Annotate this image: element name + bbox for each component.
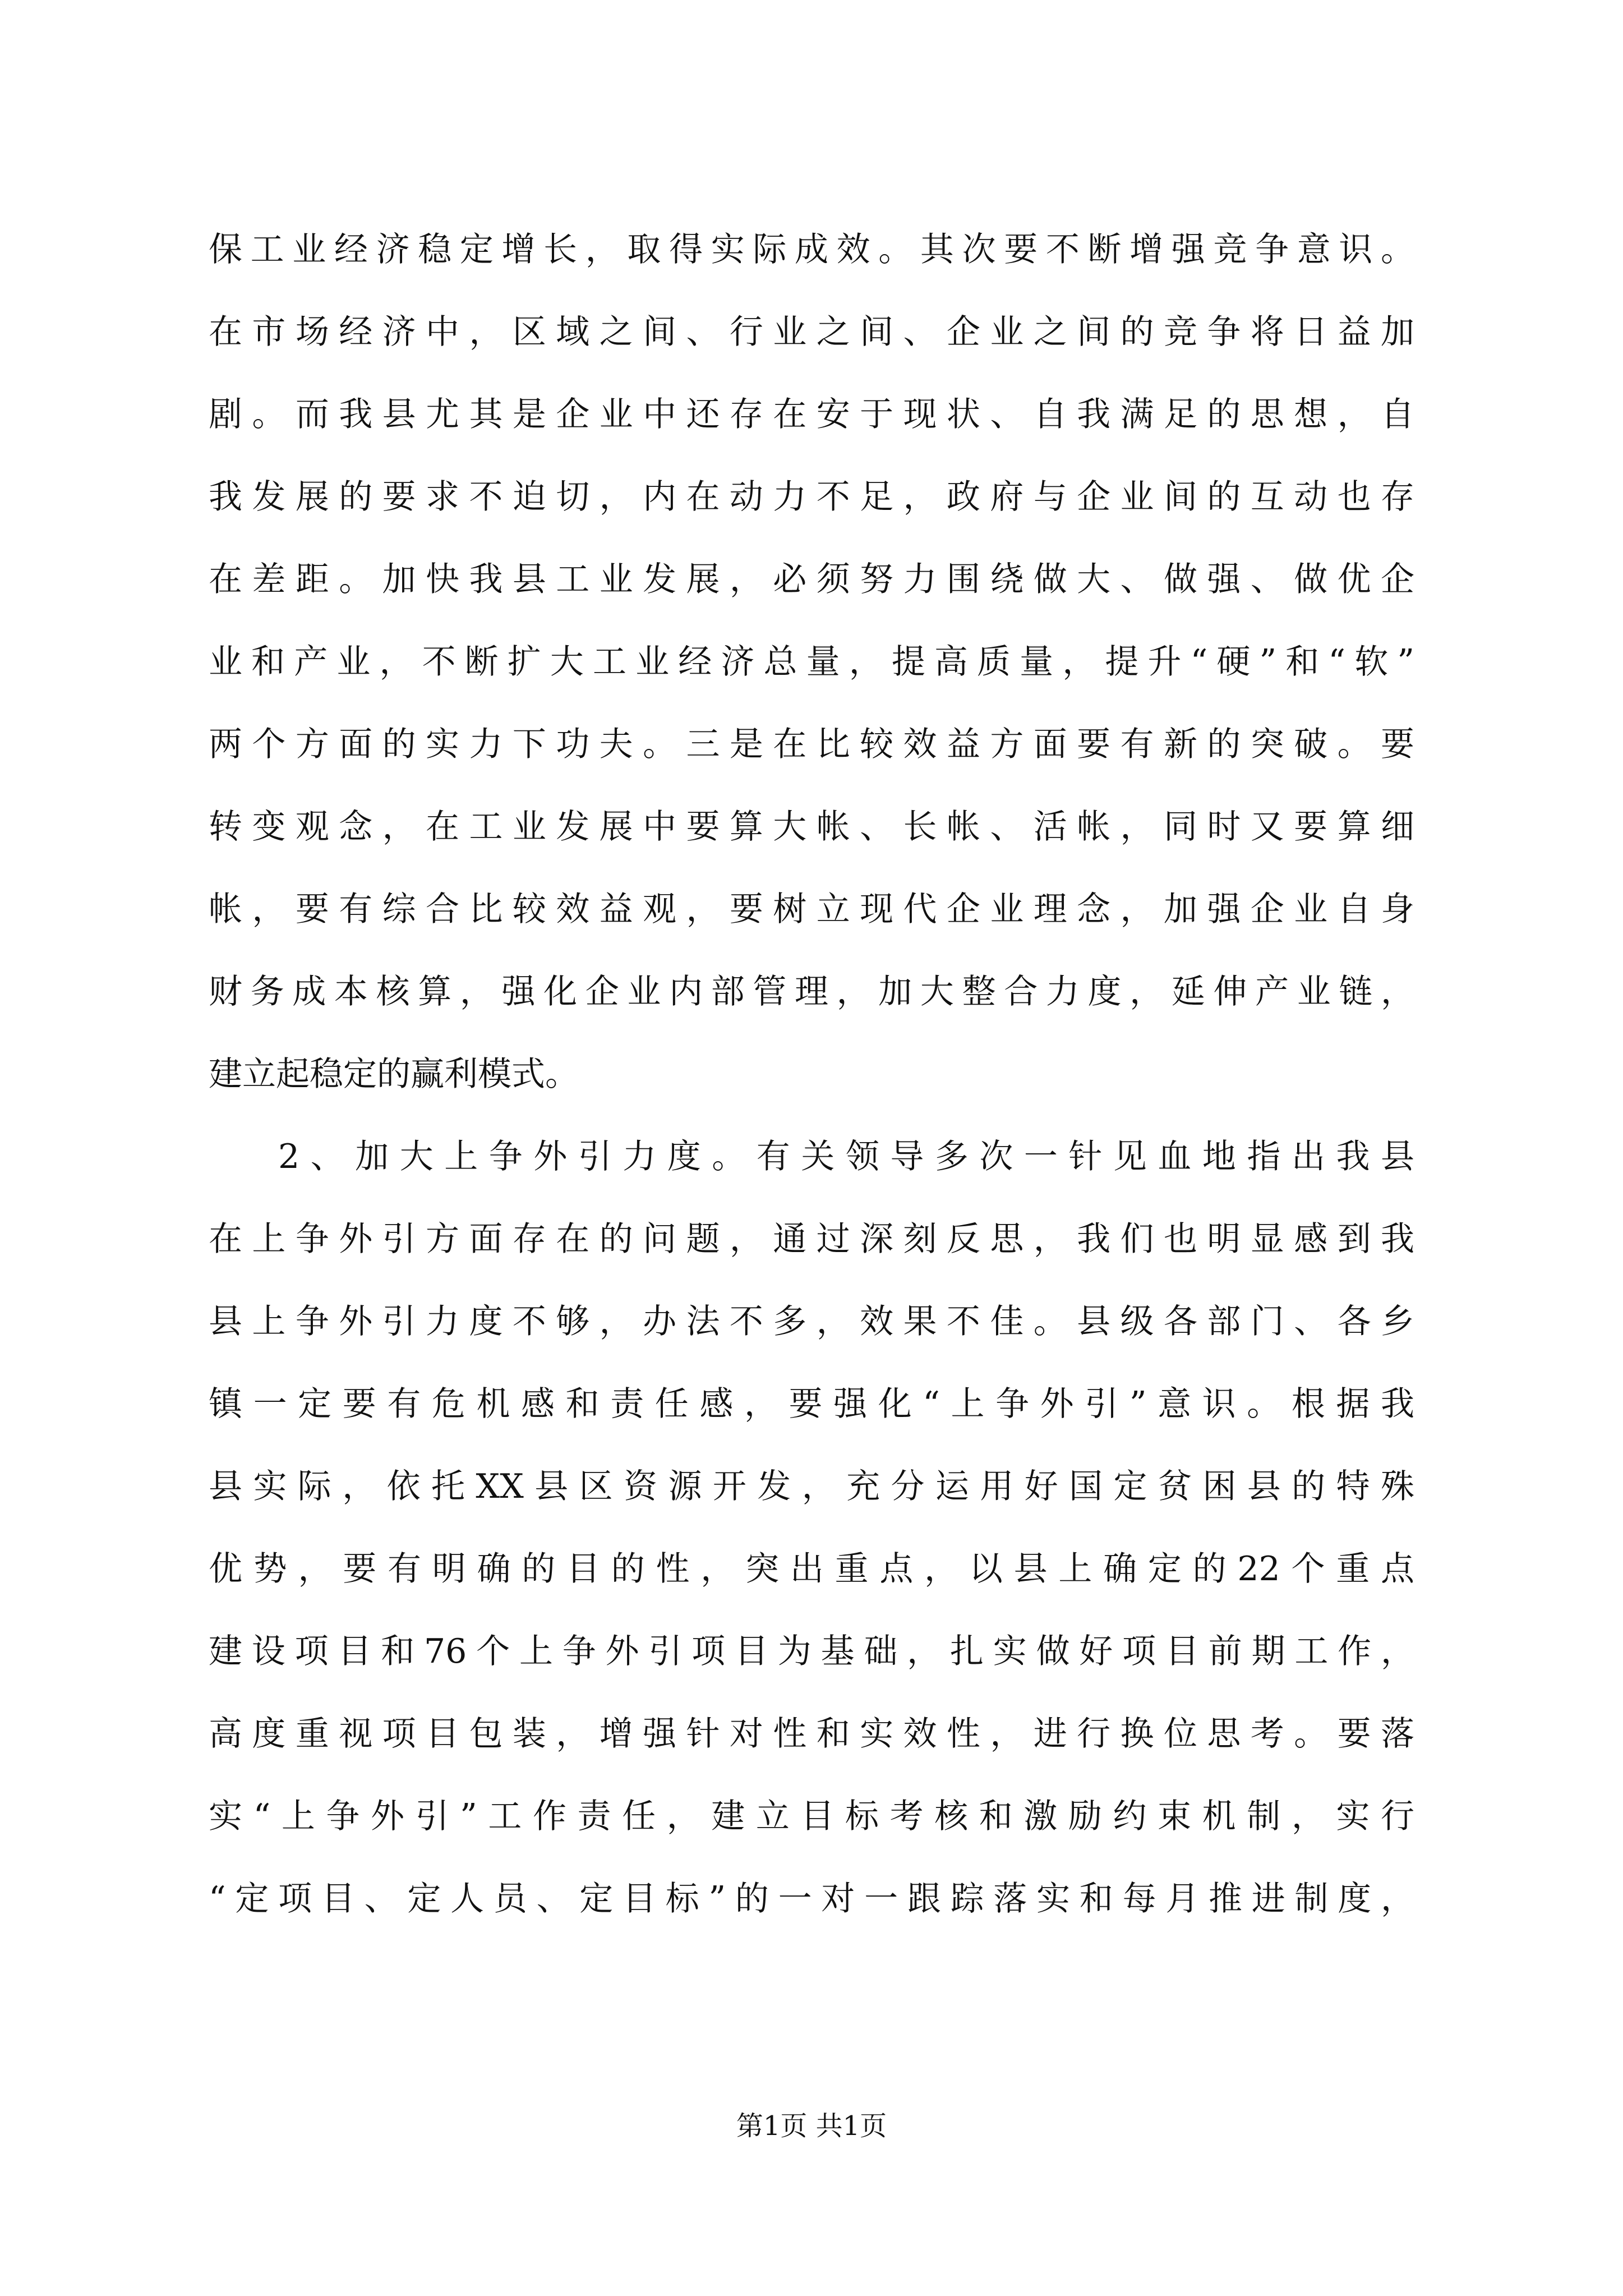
text-line: 优势，要有明确的目的性，突出重点，以县上确定的22个重点	[209, 1549, 1414, 1589]
text-line: 实“上争外引”工作责任，建立目标考核和激励约束机制，实行	[209, 1797, 1414, 1836]
text-line: 镇一定要有危机感和责任感，要强化“上争外引”意识。根据我	[209, 1384, 1414, 1424]
text-line: 帐，要有综合比较效益观，要树立现代企业理念，加强企业自身	[209, 890, 1414, 929]
text-line: 在市场经济中，区域之间、行业之间、企业之间的竞争将日益加	[209, 312, 1414, 352]
page-footer	[0, 2104, 1623, 2148]
text-line: “定项目、定人员、定目标”的一对一跟踪落实和每月推进制度，	[209, 1879, 1414, 1918]
text-line: 建设项目和76个上争外引项目为基础，扎实做好项目前期工作，	[209, 1632, 1414, 1671]
body-text	[209, 209, 1414, 1940]
text-line: 建立起稳定的赢利模式。	[209, 1055, 579, 1094]
text-line: 县实际，依托XX县区资源开发，充分运用好国定贫困县的特殊	[209, 1467, 1414, 1506]
text-line: 2、加大上争外引力度。有关领导多次一针见血地指出我县	[278, 1137, 1414, 1176]
text-line: 转变观念，在工业发展中要算大帐、长帐、活帐，同时又要算细	[209, 807, 1414, 846]
paragraph-1	[209, 209, 1414, 1116]
text-line: 保工业经济稳定增长，取得实际成效。其次要不断增强竞争意识。	[209, 230, 1414, 269]
text-line: 剧。而我县尤其是企业中还存在安于现状、自我满足的思想，自	[209, 395, 1414, 434]
page-number-label: 第1页 共1页	[736, 2110, 887, 2142]
text-line: 县上争外引力度不够，办法不多，效果不佳。县级各部门、各乡	[209, 1302, 1414, 1341]
text-line: 我发展的要求不迫切，内在动力不足，政府与企业间的互动也存	[209, 477, 1414, 517]
paragraph-2	[209, 1116, 1414, 1940]
text-line: 财务成本核算，强化企业内部管理，加大整合力度，延伸产业链，	[209, 972, 1414, 1011]
text-line: 在差距。加快我县工业发展，必须努力围绕做大、做强、做优企	[209, 560, 1414, 599]
text-line: 在上争外引方面存在的问题，通过深刻反思，我们也明显感到我	[209, 1220, 1414, 1259]
text-line: 高度重视项目包装，增强针对性和实效性，进行换位思考。要落	[209, 1714, 1414, 1754]
text-line: 两个方面的实力下功夫。三是在比较效益方面要有新的突破。要	[209, 725, 1414, 764]
text-line: 业和产业，不断扩大工业经济总量，提高质量，提升“硬”和“软”	[209, 642, 1414, 682]
